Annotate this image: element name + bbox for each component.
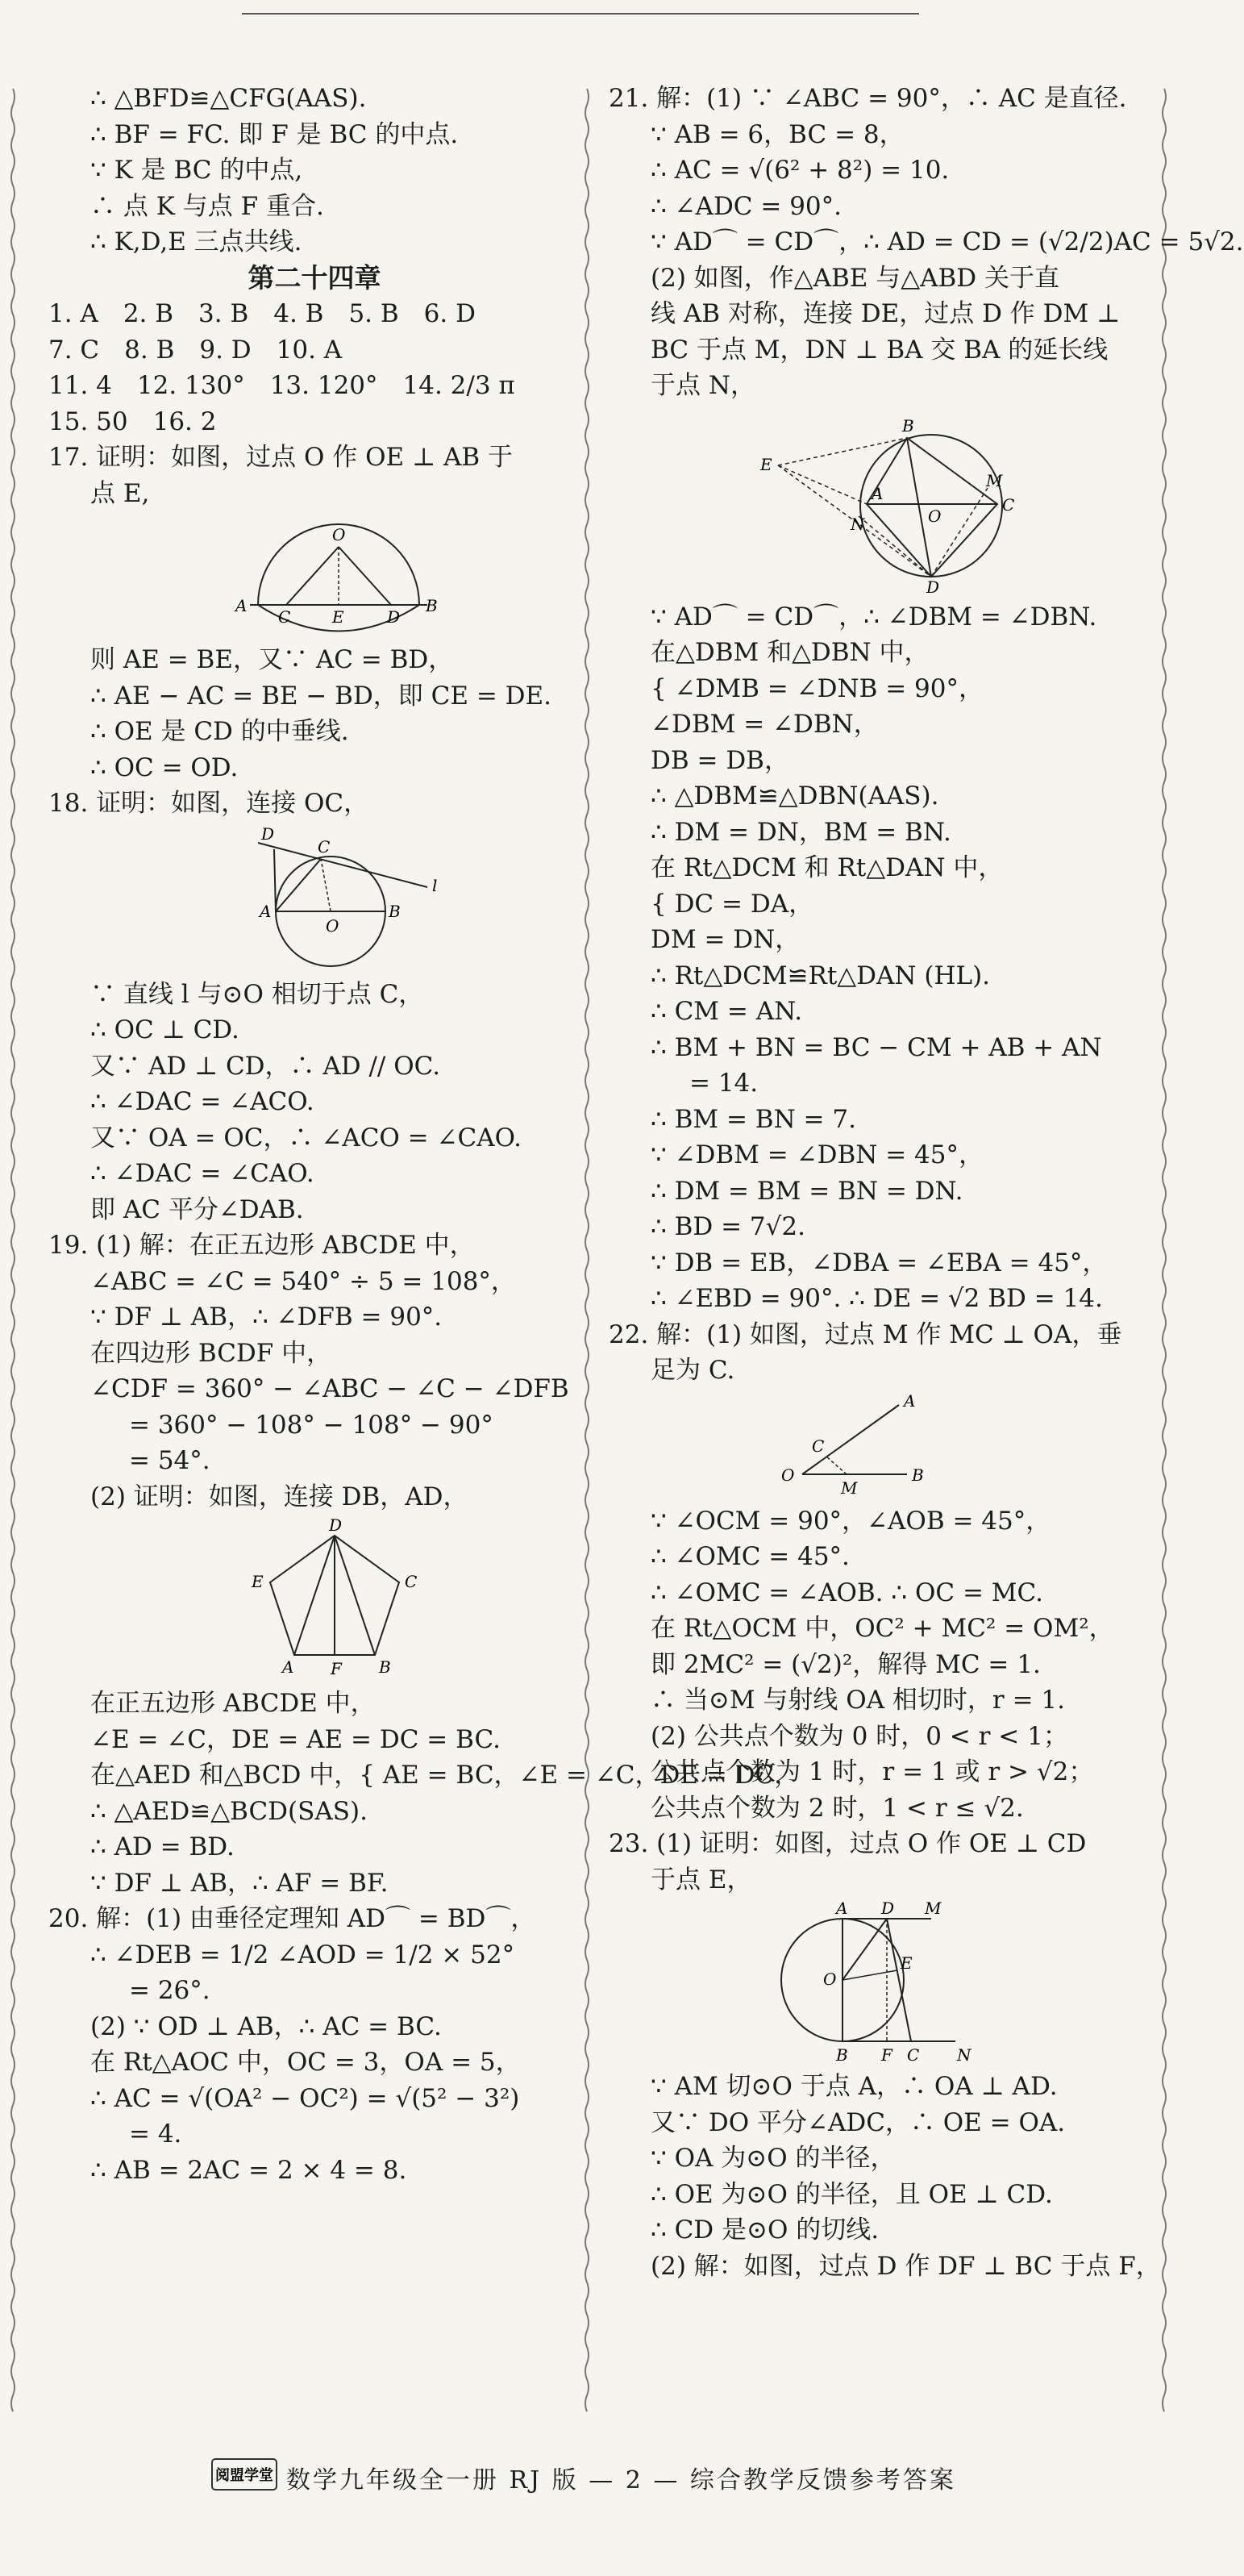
- answer-line: 在 Rt△DCM 和 Rt△DAN 中，: [651, 853, 1004, 882]
- answer-line: 17. 证明：如图，过点 O 作 OE ⊥ AB 于: [48, 443, 514, 472]
- answer-line: ∵ 直线 l 与⊙O 相切于点 C，: [90, 979, 424, 1009]
- answer-line: = 4.: [129, 2120, 182, 2149]
- answer-line: = 54°.: [129, 1446, 210, 1475]
- fig23-label: C: [907, 2045, 920, 2065]
- answer-line: { ∠DMB = ∠DNB = 90°，: [651, 673, 984, 703]
- fig19-label: F: [331, 1659, 342, 1678]
- answer-line: 又∵ OA = OC，∴ ∠ACO = ∠CAO.: [90, 1123, 522, 1153]
- answer-line: = 14.: [689, 1069, 759, 1098]
- answer-line: ∴ △BFD≌△CFG(AAS).: [90, 84, 367, 113]
- answer-line: (2) ∵ OD ⊥ AB，∴ AC = BC.: [90, 2011, 442, 2041]
- figure-19-pentagon: [226, 1515, 443, 1681]
- answer-line: ∴ DM = DN，BM = BN.: [651, 817, 951, 847]
- fig19-label: D: [329, 1515, 343, 1535]
- fig17-label: B: [426, 596, 438, 615]
- footer-text: 数学九年级全一册 RJ 版 — 2 — 综合教学反馈参考答案: [286, 2466, 956, 2495]
- answer-line: ∴ △AED≌△BCD(SAS).: [90, 1796, 368, 1826]
- answer-line: 公共点个数为 2 时，1 < r ≤ √2.: [651, 1793, 1024, 1823]
- fig22-label: M: [841, 1478, 858, 1498]
- fig22-label: O: [781, 1465, 795, 1485]
- answer-line: 23. (1) 证明：如图，过点 O 作 OE ⊥ CD: [609, 1829, 1087, 1858]
- answer-line: 21. 解：(1) ∵ ∠ABC = 90°，∴ AC 是直径.: [609, 84, 1127, 113]
- fig19-label: E: [252, 1572, 264, 1591]
- answer-line: ∵ AM 切⊙O 于点 A，∴ OA ⊥ AD.: [651, 2072, 1058, 2101]
- answer-line: ∴ ∠DAC = ∠ACO.: [90, 1087, 314, 1116]
- fig18-label: O: [326, 915, 339, 936]
- answer-line: ∴ OE 为⊙O 的半径，且 OE ⊥ CD.: [651, 2179, 1053, 2209]
- answer-line: ∴ 当⊙M 与射线 OA 相切时，r = 1.: [651, 1686, 1066, 1715]
- answer-line: ∴ BM + BN = BC − CM + AB + AN: [651, 1032, 1102, 1062]
- answer-line: ∵ AD⌒ = CD⌒，∴ ∠DBM = ∠DBN.: [651, 602, 1097, 631]
- answer-line: ∵ ∠OCM = 90°，∠AOB = 45°，: [651, 1506, 1051, 1536]
- answer-line: ∴ BM = BN = 7.: [651, 1104, 856, 1134]
- answer-line: 则 AE = BE，又∵ AC = BD，: [90, 645, 454, 674]
- figure-22-angle: [770, 1390, 980, 1498]
- fig19-label: B: [379, 1657, 391, 1677]
- fig19-label: C: [405, 1572, 418, 1591]
- fig21-label: O: [928, 506, 942, 526]
- answer-line: ∴ BF = FC. 即 F 是 BC 的中点.: [90, 119, 459, 149]
- fig18-label: l: [432, 875, 438, 895]
- fig21-label: E: [760, 454, 772, 474]
- answer-line: 即 2MC² = (√2)²，解得 MC = 1.: [651, 1649, 1041, 1679]
- fig23-label: O: [823, 1970, 837, 1989]
- answer-line: ∴ Rt△DCM≌Rt△DAN (HL).: [651, 961, 991, 990]
- fig18-label: D: [261, 823, 275, 844]
- answer-line: (2) 如图，作△ABE 与△ABD 关于直: [651, 263, 1059, 293]
- answer-line: (2) 解：如图，过点 D 作 DF ⊥ BC 于点 F，: [651, 2251, 1161, 2281]
- answer-line: ∴ △DBM≌△DBN(AAS).: [651, 782, 939, 811]
- fig17-label: D: [387, 607, 401, 627]
- answer-line: 在四边形 BCDF 中，: [90, 1338, 332, 1368]
- answer-line: DB = DB，: [651, 745, 789, 775]
- answer-line: ∵ AB = 6，BC = 8，: [651, 119, 905, 149]
- answer-line: ∠CDF = 360° − ∠ABC − ∠C − ∠DFB: [90, 1374, 569, 1403]
- answer-line: ∵ OA 为⊙O 的半径，: [651, 2144, 896, 2173]
- figure-23-circle: [746, 1899, 1004, 2065]
- logo-text: 阅盟学堂: [215, 2467, 273, 2484]
- answer-line: 足为 C.: [651, 1356, 735, 1385]
- fig21-label: A: [872, 483, 884, 503]
- answer-line: ∴ ∠EBD = 90°. ∴ DE = √2 BD = 14.: [651, 1284, 1103, 1313]
- answer-line: 在正五边形 ABCDE 中，: [90, 1689, 376, 1718]
- answer-line: 即 AC 平分∠DAB.: [90, 1194, 304, 1224]
- fig23-label: B: [836, 2045, 848, 2065]
- answer-line: ∴ CM = AN.: [651, 997, 803, 1026]
- answer-line: 11. 4 12. 130° 13. 120° 14. 2/3 π: [48, 371, 515, 400]
- answer-line: 15. 50 16. 2: [48, 406, 217, 436]
- answer-line: ∴ K,D,E 三点共线.: [90, 227, 302, 256]
- answer-line: ∵ DF ⊥ AB，∴ ∠DFB = 90°.: [90, 1303, 443, 1332]
- fig23-label: N: [957, 2045, 971, 2065]
- page-footer: [0, 2452, 1180, 2500]
- answer-line: ∴ ∠OMC = ∠AOB. ∴ OC = MC.: [651, 1578, 1043, 1607]
- fig21-label: C: [1002, 494, 1015, 515]
- answer-line: ∵ ∠DBM = ∠DBN = 45°，: [651, 1140, 984, 1169]
- right-wavy-border: [1161, 89, 1167, 2403]
- fig22-label: B: [912, 1465, 924, 1485]
- answer-line: = 360° − 108° − 108° − 90°: [129, 1410, 493, 1440]
- chapter-heading: 第二十四章: [248, 261, 381, 294]
- answer-line: ∴ AD = BD.: [90, 1832, 235, 1861]
- publisher-logo: [211, 2458, 277, 2491]
- answer-line: 在 Rt△OCM 中，OC² + MC² = OM²，: [651, 1614, 1114, 1643]
- left-wavy-border: [10, 89, 16, 2403]
- answer-line: ∠E = ∠C，DE = AE = DC = BC.: [90, 1724, 501, 1754]
- answer-line: ∴ ∠ADC = 90°.: [651, 191, 842, 221]
- fig18-label: A: [260, 901, 272, 921]
- fig23-label: F: [881, 2045, 892, 2065]
- answer-line: ∵ DF ⊥ AB，∴ AF = BF.: [90, 1868, 389, 1898]
- answer-line: ∵ DB = EB，∠DBA = ∠EBA = 45°，: [651, 1248, 1108, 1278]
- answer-line: ∴ 点 K 与点 F 重合.: [90, 191, 324, 221]
- fig17-label: A: [235, 596, 248, 615]
- answer-line: 19. (1) 解：在正五边形 ABCDE 中，: [48, 1231, 475, 1260]
- fig21-label: B: [902, 415, 914, 436]
- figure-17-circle: [234, 516, 451, 637]
- center-wavy-divider: [584, 89, 590, 2403]
- answer-line: ∴ AC = √(OA² − OC²) = √(5² − 3²): [90, 2083, 520, 2113]
- answer-line: ∴ DM = BM = BN = DN.: [651, 1176, 963, 1206]
- answer-line: 在△AED 和△BCD 中，{ AE = BC，∠E = ∠C，DE = DC，: [90, 1761, 800, 1790]
- fig21-label: N: [851, 514, 865, 534]
- answer-line: (2) 证明：如图，连接 DB，AD，: [90, 1482, 468, 1511]
- fig21-label: D: [926, 577, 940, 597]
- answer-line: ∴ ∠DEB = 1/2 ∠AOD = 1/2 × 52°: [90, 1940, 515, 1970]
- answer-line: ∴ AC = √(6² + 8²) = 10.: [651, 156, 950, 185]
- answer-line: 于点 N，: [651, 371, 755, 400]
- answer-line: 公共点个数为 1 时，r = 1 或 r > √2；: [651, 1757, 1094, 1786]
- fig17-label: C: [278, 607, 291, 627]
- fig23-label: M: [925, 1899, 942, 1918]
- answer-line: ∴ AE − AC = BE − BD，即 CE = DE.: [90, 681, 552, 711]
- answer-line: ∠ABC = ∠C = 540° ÷ 5 = 108°，: [90, 1266, 516, 1296]
- answer-line: 7. C 8. B 9. D 10. A: [48, 335, 343, 365]
- fig19-label: A: [282, 1657, 294, 1677]
- answer-line: ∴ OC ⊥ CD.: [90, 1015, 239, 1044]
- answer-line: ∠DBM = ∠DBN，: [651, 710, 879, 739]
- answer-line: 1. A 2. B 3. B 4. B 5. B 6. D: [48, 299, 476, 328]
- answer-line: { DC = DA，: [651, 889, 814, 919]
- figure-21-circle: [746, 409, 1052, 597]
- fig23-label: A: [836, 1899, 848, 1918]
- answer-line: 20. 解：(1) 由垂径定理知 AD⌒ = BD⌒，: [48, 1904, 536, 1933]
- fig18-label: B: [389, 901, 401, 921]
- answer-line: 又∵ DO 平分∠ADC，∴ OE = OA.: [651, 2107, 1066, 2137]
- answer-line: DM = DN，: [651, 925, 801, 954]
- fig17-label: E: [332, 607, 344, 627]
- answer-line: ∵ AD⌒ = CD⌒，∴ AD = CD = (√2/2)AC = 5√2.: [651, 227, 1244, 256]
- fig17-label: O: [332, 525, 346, 544]
- answer-line: ∴ AB = 2AC = 2 × 4 = 8.: [90, 2155, 407, 2185]
- answer-line: 22. 解：(1) 如图，过点 M 作 MC ⊥ OA，垂: [609, 1319, 1122, 1349]
- answer-line: BC 于点 M，DN ⊥ BA 交 BA 的延长线: [651, 335, 1109, 365]
- answer-line: 在 Rt△AOC 中，OC = 3，OA = 5，: [90, 2048, 521, 2077]
- answer-line: ∴ ∠OMC = 45°.: [651, 1542, 850, 1571]
- top-rule: [242, 13, 919, 15]
- answer-line: 于点 E，: [651, 1865, 752, 1894]
- answer-line: ∴ OE 是 CD 的中垂线.: [90, 717, 349, 746]
- fig22-label: C: [812, 1436, 825, 1456]
- answer-line: ∴ BD = 7√2.: [651, 1212, 805, 1241]
- right-answer-column: [609, 81, 1244, 2284]
- answer-line: ∴ OC = OD.: [90, 752, 239, 782]
- figure-18-tangent: [226, 823, 468, 972]
- answer-line: 又∵ AD ⊥ CD，∴ AD // OC.: [90, 1051, 441, 1081]
- answer-line: = 26°.: [129, 1976, 210, 2005]
- fig23-label: D: [881, 1899, 895, 1918]
- answer-line: 18. 证明：如图，连接 OC，: [48, 789, 369, 818]
- answer-line: ∴ CD 是⊙O 的切线.: [651, 2215, 880, 2245]
- fig23-label: E: [901, 1953, 913, 1973]
- answer-line: 线 AB 对称，连接 DE，过点 D 作 DM ⊥: [651, 299, 1121, 328]
- answer-line: 点 E,: [90, 478, 150, 508]
- answer-line: ∵ K 是 BC 的中点,: [90, 156, 303, 185]
- answer-line: ∴ ∠DAC = ∠CAO.: [90, 1159, 314, 1188]
- answer-line: 在△DBM 和△DBN 中，: [651, 638, 930, 667]
- fig22-label: A: [904, 1390, 916, 1411]
- fig21-label: M: [986, 470, 1003, 490]
- answer-line: (2) 公共点个数为 0 时，0 < r < 1；: [651, 1721, 1068, 1751]
- fig18-label: C: [318, 836, 331, 857]
